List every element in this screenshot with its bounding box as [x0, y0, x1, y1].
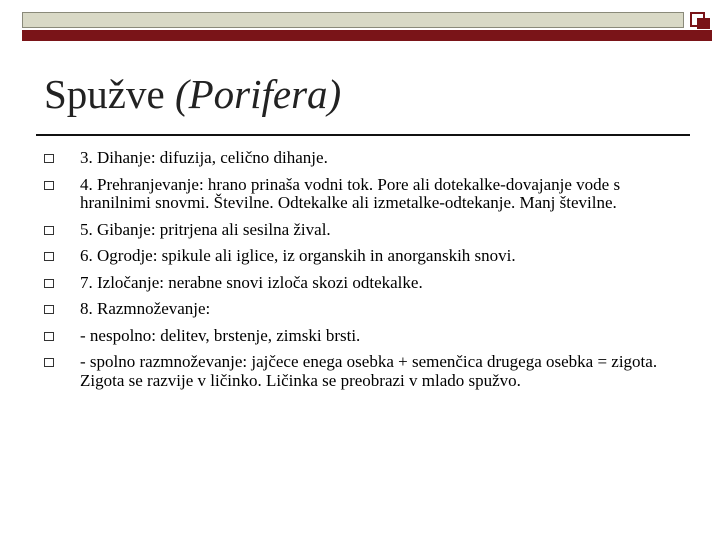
list-item [44, 221, 674, 240]
list-item [44, 176, 674, 213]
hollow-square-bullet-icon [44, 181, 54, 190]
list-item [44, 353, 674, 390]
hollow-square-bullet-icon [44, 332, 54, 341]
list-item-text: 3. Dihanje: difuzija, celično dihanje. [80, 148, 328, 167]
list-item [44, 149, 674, 168]
list-item-text: 4. Prehranjevanje: hrano prinaša vodni tok. Pore ali dotekalke-dovajanje vode s hranilnimi snovmi. Številne. Odtekalke ali izmetalke-odtekanje. Manj številne. [80, 174, 621, 212]
title-underline [36, 134, 690, 136]
hollow-square-bullet-icon [44, 358, 54, 367]
hollow-square-bullet-icon [44, 154, 54, 163]
list-item-text: - nespolno: delitev, brstenje, zimski brsti. [80, 325, 361, 345]
list-item [44, 274, 674, 293]
header-band-light [22, 12, 684, 28]
bullet-list [44, 149, 674, 398]
hollow-square-bullet-icon [44, 305, 54, 314]
slide-title-main: Spužve [44, 71, 175, 117]
hollow-square-bullet-icon [44, 226, 54, 235]
header-band-dark [22, 30, 712, 41]
list-item-text: 7. Izločanje: nerabne snovi izloča skozi odtekalke. [80, 272, 423, 292]
list-item-text: - spolno razmnoževanje: jajčece enega osebka + semenčica drugega osebka = zigota. Zigota se razvije v ličinko. Ličinka se preobrazi v mlado spužvo. [80, 352, 658, 390]
list-item [44, 300, 674, 319]
list-item [44, 327, 674, 346]
list-item-text: 8. Razmnoževanje: [80, 299, 211, 318]
list-item [44, 247, 674, 266]
hollow-square-bullet-icon [44, 252, 54, 261]
corner-square-filled [697, 18, 710, 29]
slide-title-latin: (Porifera) [174, 71, 342, 117]
list-item-text: 6. Ogrodje: spikule ali iglice, iz organskih in anorganskih snovi. [80, 246, 516, 265]
hollow-square-bullet-icon [44, 279, 54, 288]
slide-title [44, 71, 342, 117]
list-item-text: 5. Gibanje: pritrjena ali sesilna žival. [80, 219, 331, 239]
